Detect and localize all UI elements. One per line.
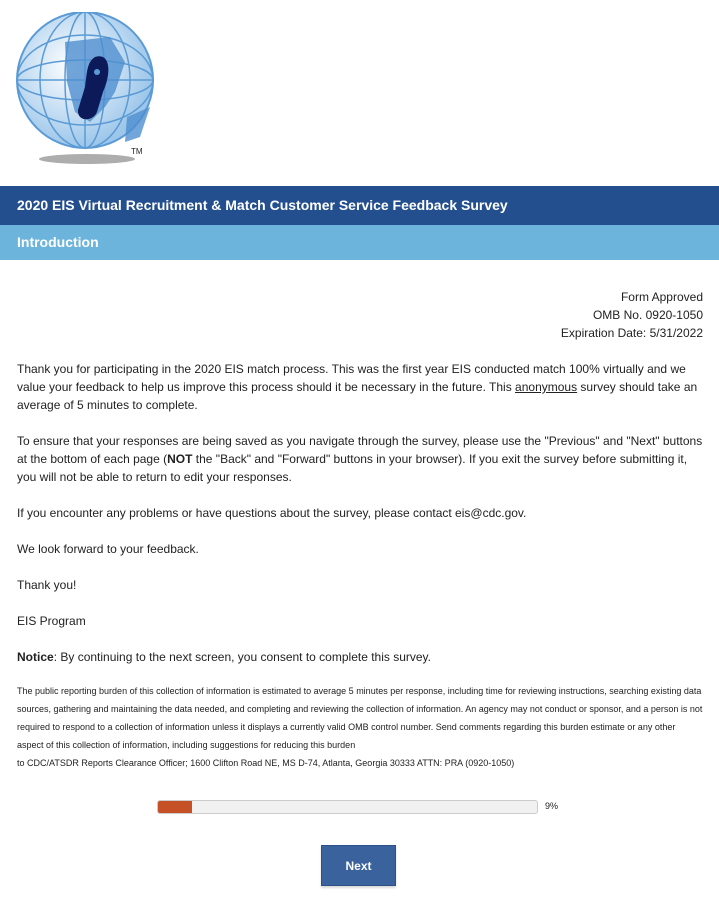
next-button[interactable]: Next: [321, 845, 396, 886]
progress-bar: [157, 800, 538, 814]
intro-content: [17, 288, 703, 772]
survey-title: 2020 EIS Virtual Recruitment & Match Customer Service Feedback Survey: [0, 186, 719, 225]
notice: Notice: By continuing to the next screen, you consent to complete this survey.: [17, 650, 432, 664]
intro-paragraph: Thank you for participating in the 2020 EIS match process. This was the first year EIS conducted match 100% virtually and we value your feedback to help us improve this process should it be necessary in the future. This anonymous survey should take an average of 5 minutes to complete.: [17, 362, 698, 412]
thanks-paragraph: Thank you!: [17, 578, 77, 592]
section-title: Introduction: [0, 225, 719, 260]
expiration-date: Expiration Date: 5/31/2022: [560, 326, 703, 340]
contact-paragraph: If you encounter any problems or have questions about the survey, please contact eis@cdc.gov.: [17, 506, 527, 520]
form-approval: [17, 288, 703, 342]
approval-line: Form Approved: [620, 290, 703, 304]
navigation-paragraph: To ensure that your responses are being saved as you navigate through the survey, please use the "Previous" and "Next" buttons at the bottom of each page (NOT the "Back" and "Forward" buttons in your browser). If you exit the survey before submitting it, you will not be able to return to edit your responses.: [17, 434, 703, 484]
svg-text:TM: TM: [131, 147, 143, 156]
progress-percent: 9%: [545, 801, 559, 811]
progress-fill: [158, 801, 192, 813]
signature: EIS Program: [17, 614, 86, 628]
omb-number: OMB No. 0920-1050: [592, 308, 703, 322]
eis-logo: [15, 12, 165, 172]
burden-statement: The public reporting burden of this collection of information is estimated to average 5 minutes per response, including time for reviewing instructions, searching existing data sources, gathering and maintaining the data needed, and completing and reviewing the collection of information. An agency may not conduct or sponsor, and a person is not required to respond to a collection of information unless it displays a currently valid OMB control number. Send comments regarding this burden estimate or any other aspect of this collection of information, including suggestions for reducing this burden to CDC/ATSDR Reports Clearance Officer; 1600 Clifton Road NE, MS D-74, Atlanta, Georgia 30333 ATTN: PRA (0920-1050): [17, 686, 703, 768]
feedback-paragraph: We look forward to your feedback.: [17, 542, 199, 556]
